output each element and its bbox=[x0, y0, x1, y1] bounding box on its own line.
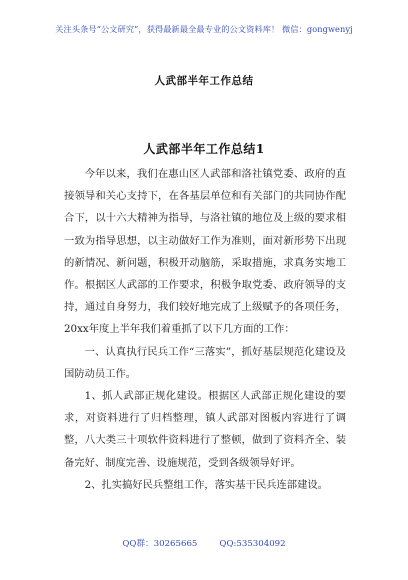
body-paragraph: 今年以来，我们在惠山区人武部和洛社镇党委、政府的直接领导和关心支持下，在各基层单位和有关部门的共同协作配合下，以十六大精神为指导，与洛社镇的地位及上级的要求相一致为指导思想，以主动做好工作为准则，面对新形势下出现的新情况、新问题，积极开动脑筋，采取措施，求真务实地工作。根据区人武部的工作要求，积极争取党委、政府领导的支持，通过自身努力，我们较好地完成了上级赋予的各项任务，20xx年度上半年我们着重抓了以下几方面的工作： bbox=[64, 168, 346, 336]
footer-contact bbox=[0, 537, 408, 549]
body-paragraph: 一、认真执行民兵工作“三落实”，抓好基层规范化建设及国防动员工作。 bbox=[64, 345, 346, 380]
header-promo-note: 关注头条号“公文研究”，获得最新最全最专业的公文资料库！ 微信：gongwenyj bbox=[55, 24, 353, 34]
section-title: 人武部半年工作总结1 bbox=[143, 142, 265, 156]
body-paragraph: 1、抓人武部正规化建设。根据区人武部正规化建设的要求，对资料进行了归档整理，镇人武部对图板内容进行了调整，八大类三十项软件资料进行了整顿，做到了资料齐全、装备完好、制度完善、设施规范，受到各级领导好评。 bbox=[64, 390, 346, 469]
body-paragraph: 2、扎实搞好民兵整组工作，落实基干民兵连部建设。 bbox=[84, 478, 328, 491]
footer-qq: QQ:535304092 bbox=[219, 539, 286, 549]
document-title: 人武部半年工作总结 bbox=[154, 75, 254, 87]
footer-qq-group: QQ群：30265665 bbox=[122, 539, 198, 549]
body-text bbox=[64, 163, 346, 496]
